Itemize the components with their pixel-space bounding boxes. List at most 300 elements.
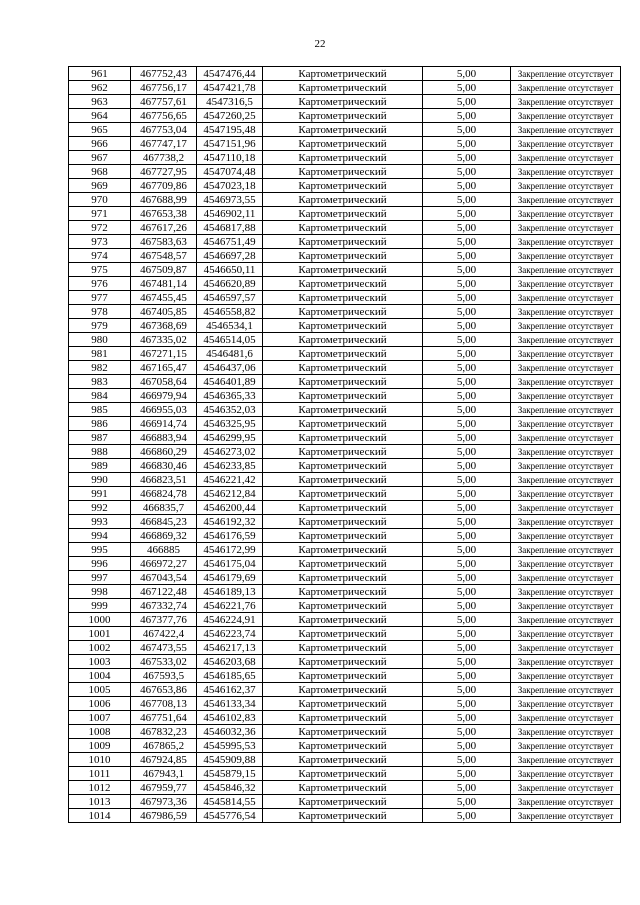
y-coordinate-cell: 4545879,15 (197, 767, 263, 781)
fixation-cell: Закрепление отсутствует (511, 809, 621, 823)
x-coordinate-cell: 467756,17 (131, 81, 197, 95)
fixation-cell: Закрепление отсутствует (511, 249, 621, 263)
table-row (69, 627, 621, 641)
x-coordinate-cell: 466823,51 (131, 473, 197, 487)
accuracy-cell: 5,00 (423, 361, 511, 375)
accuracy-cell: 5,00 (423, 459, 511, 473)
x-coordinate-cell: 466835,7 (131, 501, 197, 515)
table-row (69, 501, 621, 515)
fixation-cell: Закрепление отсутствует (511, 487, 621, 501)
accuracy-cell: 5,00 (423, 291, 511, 305)
accuracy-cell: 5,00 (423, 179, 511, 193)
accuracy-cell: 5,00 (423, 613, 511, 627)
fixation-cell: Закрепление отсутствует (511, 263, 621, 277)
fixation-cell: Закрепление отсутствует (511, 193, 621, 207)
fixation-cell: Закрепление отсутствует (511, 711, 621, 725)
accuracy-cell: 5,00 (423, 767, 511, 781)
x-coordinate-cell: 467368,69 (131, 319, 197, 333)
accuracy-cell: 5,00 (423, 305, 511, 319)
point-number-cell: 977 (69, 291, 131, 305)
accuracy-cell: 5,00 (423, 347, 511, 361)
accuracy-cell: 5,00 (423, 711, 511, 725)
method-cell: Картометрический (263, 347, 423, 361)
x-coordinate-cell: 467043,54 (131, 571, 197, 585)
point-number-cell: 1013 (69, 795, 131, 809)
table-row (69, 767, 621, 781)
x-coordinate-cell: 467533,02 (131, 655, 197, 669)
x-coordinate-cell: 467751,64 (131, 711, 197, 725)
fixation-cell: Закрепление отсутствует (511, 515, 621, 529)
accuracy-cell: 5,00 (423, 739, 511, 753)
fixation-cell: Закрепление отсутствует (511, 179, 621, 193)
fixation-cell: Закрепление отсутствует (511, 739, 621, 753)
y-coordinate-cell: 4546650,11 (197, 263, 263, 277)
fixation-cell: Закрепление отсутствует (511, 123, 621, 137)
method-cell: Картометрический (263, 669, 423, 683)
point-number-cell: 1003 (69, 655, 131, 669)
y-coordinate-cell: 4546221,42 (197, 473, 263, 487)
y-coordinate-cell: 4547476,44 (197, 67, 263, 81)
y-coordinate-cell: 4545776,54 (197, 809, 263, 823)
fixation-cell: Закрепление отсутствует (511, 109, 621, 123)
x-coordinate-cell: 467593,5 (131, 669, 197, 683)
table-row (69, 515, 621, 529)
y-coordinate-cell: 4546352,03 (197, 403, 263, 417)
y-coordinate-cell: 4547316,5 (197, 95, 263, 109)
y-coordinate-cell: 4546223,74 (197, 627, 263, 641)
fixation-cell: Закрепление отсутствует (511, 319, 621, 333)
fixation-cell: Закрепление отсутствует (511, 305, 621, 319)
accuracy-cell: 5,00 (423, 109, 511, 123)
method-cell: Картометрический (263, 235, 423, 249)
y-coordinate-cell: 4546534,1 (197, 319, 263, 333)
method-cell: Картометрический (263, 417, 423, 431)
x-coordinate-cell: 466885 (131, 543, 197, 557)
x-coordinate-cell: 466830,46 (131, 459, 197, 473)
fixation-cell: Закрепление отсутствует (511, 361, 621, 375)
accuracy-cell: 5,00 (423, 571, 511, 585)
y-coordinate-cell: 4546172,99 (197, 543, 263, 557)
x-coordinate-cell: 466972,27 (131, 557, 197, 571)
fixation-cell: Закрепление отсутствует (511, 221, 621, 235)
point-number-cell: 974 (69, 249, 131, 263)
y-coordinate-cell: 4547151,96 (197, 137, 263, 151)
table-row (69, 725, 621, 739)
method-cell: Картометрический (263, 739, 423, 753)
x-coordinate-cell: 467752,43 (131, 67, 197, 81)
y-coordinate-cell: 4545909,88 (197, 753, 263, 767)
x-coordinate-cell: 467959,77 (131, 781, 197, 795)
method-cell: Картометрический (263, 501, 423, 515)
table-row (69, 123, 621, 137)
x-coordinate-cell: 467377,76 (131, 613, 197, 627)
accuracy-cell: 5,00 (423, 235, 511, 249)
y-coordinate-cell: 4546189,13 (197, 585, 263, 599)
fixation-cell: Закрепление отсутствует (511, 445, 621, 459)
fixation-cell: Закрепление отсутствует (511, 333, 621, 347)
accuracy-cell: 5,00 (423, 627, 511, 641)
method-cell: Картометрический (263, 179, 423, 193)
point-number-cell: 1012 (69, 781, 131, 795)
y-coordinate-cell: 4546437,06 (197, 361, 263, 375)
method-cell: Картометрический (263, 305, 423, 319)
point-number-cell: 1000 (69, 613, 131, 627)
table-row (69, 333, 621, 347)
table-row (69, 459, 621, 473)
y-coordinate-cell: 4546212,84 (197, 487, 263, 501)
method-cell: Картометрический (263, 375, 423, 389)
accuracy-cell: 5,00 (423, 277, 511, 291)
point-number-cell: 991 (69, 487, 131, 501)
point-number-cell: 1001 (69, 627, 131, 641)
y-coordinate-cell: 4546751,49 (197, 235, 263, 249)
fixation-cell: Закрепление отсутствует (511, 473, 621, 487)
method-cell: Картометрический (263, 529, 423, 543)
x-coordinate-cell: 467708,13 (131, 697, 197, 711)
method-cell: Картометрический (263, 641, 423, 655)
fixation-cell: Закрепление отсутствует (511, 655, 621, 669)
accuracy-cell: 5,00 (423, 543, 511, 557)
fixation-cell: Закрепление отсутствует (511, 599, 621, 613)
y-coordinate-cell: 4546620,89 (197, 277, 263, 291)
y-coordinate-cell: 4546217,13 (197, 641, 263, 655)
table-row (69, 655, 621, 669)
x-coordinate-cell: 467617,26 (131, 221, 197, 235)
table-row (69, 487, 621, 501)
y-coordinate-cell: 4547023,18 (197, 179, 263, 193)
method-cell: Картометрический (263, 389, 423, 403)
y-coordinate-cell: 4545814,55 (197, 795, 263, 809)
method-cell: Картометрический (263, 81, 423, 95)
y-coordinate-cell: 4546102,83 (197, 711, 263, 725)
point-number-cell: 999 (69, 599, 131, 613)
table-row (69, 669, 621, 683)
method-cell: Картометрический (263, 725, 423, 739)
x-coordinate-cell: 467271,15 (131, 347, 197, 361)
y-coordinate-cell: 4546299,95 (197, 431, 263, 445)
accuracy-cell: 5,00 (423, 473, 511, 487)
accuracy-cell: 5,00 (423, 389, 511, 403)
fixation-cell: Закрепление отсутствует (511, 277, 621, 291)
accuracy-cell: 5,00 (423, 81, 511, 95)
y-coordinate-cell: 4546176,59 (197, 529, 263, 543)
y-coordinate-cell: 4546133,34 (197, 697, 263, 711)
fixation-cell: Закрепление отсутствует (511, 669, 621, 683)
method-cell: Картометрический (263, 445, 423, 459)
table-row (69, 711, 621, 725)
point-number-cell: 993 (69, 515, 131, 529)
method-cell: Картометрический (263, 795, 423, 809)
method-cell: Картометрический (263, 403, 423, 417)
point-number-cell: 980 (69, 333, 131, 347)
table-row (69, 557, 621, 571)
point-number-cell: 985 (69, 403, 131, 417)
method-cell: Картометрический (263, 319, 423, 333)
method-cell: Картометрический (263, 613, 423, 627)
table-row (69, 207, 621, 221)
fixation-cell: Закрепление отсутствует (511, 543, 621, 557)
table-row (69, 571, 621, 585)
table-row (69, 431, 621, 445)
fixation-cell: Закрепление отсутствует (511, 431, 621, 445)
table-row (69, 781, 621, 795)
accuracy-cell: 5,00 (423, 431, 511, 445)
x-coordinate-cell: 467332,74 (131, 599, 197, 613)
table-row (69, 375, 621, 389)
point-number-cell: 978 (69, 305, 131, 319)
point-number-cell: 970 (69, 193, 131, 207)
fixation-cell: Закрепление отсутствует (511, 81, 621, 95)
x-coordinate-cell: 467753,04 (131, 123, 197, 137)
accuracy-cell: 5,00 (423, 445, 511, 459)
y-coordinate-cell: 4546179,69 (197, 571, 263, 585)
table-row (69, 249, 621, 263)
fixation-cell: Закрепление отсутствует (511, 235, 621, 249)
table-row (69, 319, 621, 333)
method-cell: Картометрический (263, 683, 423, 697)
table-row (69, 795, 621, 809)
table-row (69, 641, 621, 655)
table-row (69, 753, 621, 767)
table-row (69, 529, 621, 543)
x-coordinate-cell: 467688,99 (131, 193, 197, 207)
point-number-cell: 961 (69, 67, 131, 81)
fixation-cell: Закрепление отсутствует (511, 641, 621, 655)
y-coordinate-cell: 4547110,18 (197, 151, 263, 165)
point-number-cell: 968 (69, 165, 131, 179)
accuracy-cell: 5,00 (423, 333, 511, 347)
method-cell: Картометрический (263, 655, 423, 669)
fixation-cell: Закрепление отсутствует (511, 725, 621, 739)
coordinates-table (68, 66, 621, 823)
method-cell: Картометрический (263, 277, 423, 291)
method-cell: Картометрический (263, 459, 423, 473)
method-cell: Картометрический (263, 291, 423, 305)
y-coordinate-cell: 4545846,32 (197, 781, 263, 795)
y-coordinate-cell: 4546973,55 (197, 193, 263, 207)
page-number: 22 (314, 38, 326, 50)
x-coordinate-cell: 467924,85 (131, 753, 197, 767)
table-row (69, 291, 621, 305)
point-number-cell: 975 (69, 263, 131, 277)
method-cell: Картометрический (263, 697, 423, 711)
method-cell: Картометрический (263, 137, 423, 151)
y-coordinate-cell: 4546185,65 (197, 669, 263, 683)
method-cell: Картометрический (263, 571, 423, 585)
point-number-cell: 996 (69, 557, 131, 571)
y-coordinate-cell: 4546481,6 (197, 347, 263, 361)
accuracy-cell: 5,00 (423, 193, 511, 207)
method-cell: Картометрический (263, 431, 423, 445)
accuracy-cell: 5,00 (423, 487, 511, 501)
table-row (69, 109, 621, 123)
method-cell: Картометрический (263, 249, 423, 263)
y-coordinate-cell: 4546325,95 (197, 417, 263, 431)
accuracy-cell: 5,00 (423, 641, 511, 655)
x-coordinate-cell: 467481,14 (131, 277, 197, 291)
fixation-cell: Закрепление отсутствует (511, 697, 621, 711)
point-number-cell: 1005 (69, 683, 131, 697)
point-number-cell: 986 (69, 417, 131, 431)
table-row (69, 277, 621, 291)
x-coordinate-cell: 466824,78 (131, 487, 197, 501)
x-coordinate-cell: 467747,17 (131, 137, 197, 151)
point-number-cell: 998 (69, 585, 131, 599)
method-cell: Картометрический (263, 767, 423, 781)
fixation-cell: Закрепление отсутствует (511, 501, 621, 515)
table-row (69, 263, 621, 277)
point-number-cell: 972 (69, 221, 131, 235)
x-coordinate-cell: 467122,48 (131, 585, 197, 599)
point-number-cell: 1002 (69, 641, 131, 655)
table-row (69, 179, 621, 193)
method-cell: Картометрический (263, 207, 423, 221)
fixation-cell: Закрепление отсутствует (511, 571, 621, 585)
x-coordinate-cell: 467832,23 (131, 725, 197, 739)
x-coordinate-cell: 467165,47 (131, 361, 197, 375)
method-cell: Картометрический (263, 109, 423, 123)
x-coordinate-cell: 467727,95 (131, 165, 197, 179)
point-number-cell: 969 (69, 179, 131, 193)
accuracy-cell: 5,00 (423, 697, 511, 711)
table-row (69, 403, 621, 417)
point-number-cell: 983 (69, 375, 131, 389)
table-row (69, 683, 621, 697)
method-cell: Картометрический (263, 95, 423, 109)
method-cell: Картометрический (263, 263, 423, 277)
x-coordinate-cell: 467335,02 (131, 333, 197, 347)
x-coordinate-cell: 466845,23 (131, 515, 197, 529)
point-number-cell: 967 (69, 151, 131, 165)
table-row (69, 361, 621, 375)
point-number-cell: 1008 (69, 725, 131, 739)
table-row (69, 613, 621, 627)
y-coordinate-cell: 4547195,48 (197, 123, 263, 137)
accuracy-cell: 5,00 (423, 319, 511, 333)
fixation-cell: Закрепление отсутствует (511, 95, 621, 109)
y-coordinate-cell: 4547421,78 (197, 81, 263, 95)
table-row (69, 305, 621, 319)
point-number-cell: 962 (69, 81, 131, 95)
x-coordinate-cell: 467405,85 (131, 305, 197, 319)
accuracy-cell: 5,00 (423, 501, 511, 515)
fixation-cell: Закрепление отсутствует (511, 753, 621, 767)
x-coordinate-cell: 467865,2 (131, 739, 197, 753)
y-coordinate-cell: 4546175,04 (197, 557, 263, 571)
x-coordinate-cell: 467455,45 (131, 291, 197, 305)
x-coordinate-cell: 467422,4 (131, 627, 197, 641)
coordinates-table-body (69, 67, 621, 823)
table-row (69, 67, 621, 81)
x-coordinate-cell: 467548,57 (131, 249, 197, 263)
x-coordinate-cell: 467738,2 (131, 151, 197, 165)
accuracy-cell: 5,00 (423, 795, 511, 809)
x-coordinate-cell: 466869,32 (131, 529, 197, 543)
fixation-cell: Закрепление отсутствует (511, 767, 621, 781)
point-number-cell: 1009 (69, 739, 131, 753)
accuracy-cell: 5,00 (423, 781, 511, 795)
method-cell: Картометрический (263, 221, 423, 235)
point-number-cell: 987 (69, 431, 131, 445)
y-coordinate-cell: 4547260,25 (197, 109, 263, 123)
x-coordinate-cell: 466860,29 (131, 445, 197, 459)
y-coordinate-cell: 4546203,68 (197, 655, 263, 669)
point-number-cell: 988 (69, 445, 131, 459)
method-cell: Картометрический (263, 333, 423, 347)
fixation-cell: Закрепление отсутствует (511, 557, 621, 571)
table-row (69, 697, 621, 711)
table-row (69, 221, 621, 235)
accuracy-cell: 5,00 (423, 753, 511, 767)
table-row (69, 599, 621, 613)
point-number-cell: 971 (69, 207, 131, 221)
point-number-cell: 1010 (69, 753, 131, 767)
accuracy-cell: 5,00 (423, 669, 511, 683)
table-row (69, 347, 621, 361)
x-coordinate-cell: 467473,55 (131, 641, 197, 655)
x-coordinate-cell: 467756,65 (131, 109, 197, 123)
method-cell: Картометрический (263, 151, 423, 165)
method-cell: Картометрический (263, 781, 423, 795)
y-coordinate-cell: 4546192,32 (197, 515, 263, 529)
table-row (69, 95, 621, 109)
x-coordinate-cell: 466955,03 (131, 403, 197, 417)
table-row (69, 417, 621, 431)
y-coordinate-cell: 4547074,48 (197, 165, 263, 179)
fixation-cell: Закрепление отсутствует (511, 165, 621, 179)
y-coordinate-cell: 4545995,53 (197, 739, 263, 753)
accuracy-cell: 5,00 (423, 249, 511, 263)
method-cell: Картометрический (263, 753, 423, 767)
point-number-cell: 997 (69, 571, 131, 585)
point-number-cell: 994 (69, 529, 131, 543)
x-coordinate-cell: 466914,74 (131, 417, 197, 431)
y-coordinate-cell: 4546558,82 (197, 305, 263, 319)
accuracy-cell: 5,00 (423, 151, 511, 165)
method-cell: Картометрический (263, 809, 423, 823)
fixation-cell: Закрепление отсутствует (511, 529, 621, 543)
point-number-cell: 979 (69, 319, 131, 333)
table-row (69, 389, 621, 403)
x-coordinate-cell: 466883,94 (131, 431, 197, 445)
y-coordinate-cell: 4546365,33 (197, 389, 263, 403)
y-coordinate-cell: 4546401,89 (197, 375, 263, 389)
accuracy-cell: 5,00 (423, 207, 511, 221)
point-number-cell: 963 (69, 95, 131, 109)
y-coordinate-cell: 4546162,37 (197, 683, 263, 697)
point-number-cell: 964 (69, 109, 131, 123)
accuracy-cell: 5,00 (423, 515, 511, 529)
table-row (69, 81, 621, 95)
point-number-cell: 984 (69, 389, 131, 403)
x-coordinate-cell: 467709,86 (131, 179, 197, 193)
fixation-cell: Закрепление отсутствует (511, 459, 621, 473)
accuracy-cell: 5,00 (423, 263, 511, 277)
method-cell: Картометрический (263, 585, 423, 599)
fixation-cell: Закрепление отсутствует (511, 137, 621, 151)
y-coordinate-cell: 4546514,05 (197, 333, 263, 347)
accuracy-cell: 5,00 (423, 403, 511, 417)
method-cell: Картометрический (263, 123, 423, 137)
x-coordinate-cell: 467653,86 (131, 683, 197, 697)
method-cell: Картометрический (263, 543, 423, 557)
point-number-cell: 1007 (69, 711, 131, 725)
accuracy-cell: 5,00 (423, 655, 511, 669)
point-number-cell: 989 (69, 459, 131, 473)
x-coordinate-cell: 467509,87 (131, 263, 197, 277)
method-cell: Картометрический (263, 361, 423, 375)
y-coordinate-cell: 4546273,02 (197, 445, 263, 459)
